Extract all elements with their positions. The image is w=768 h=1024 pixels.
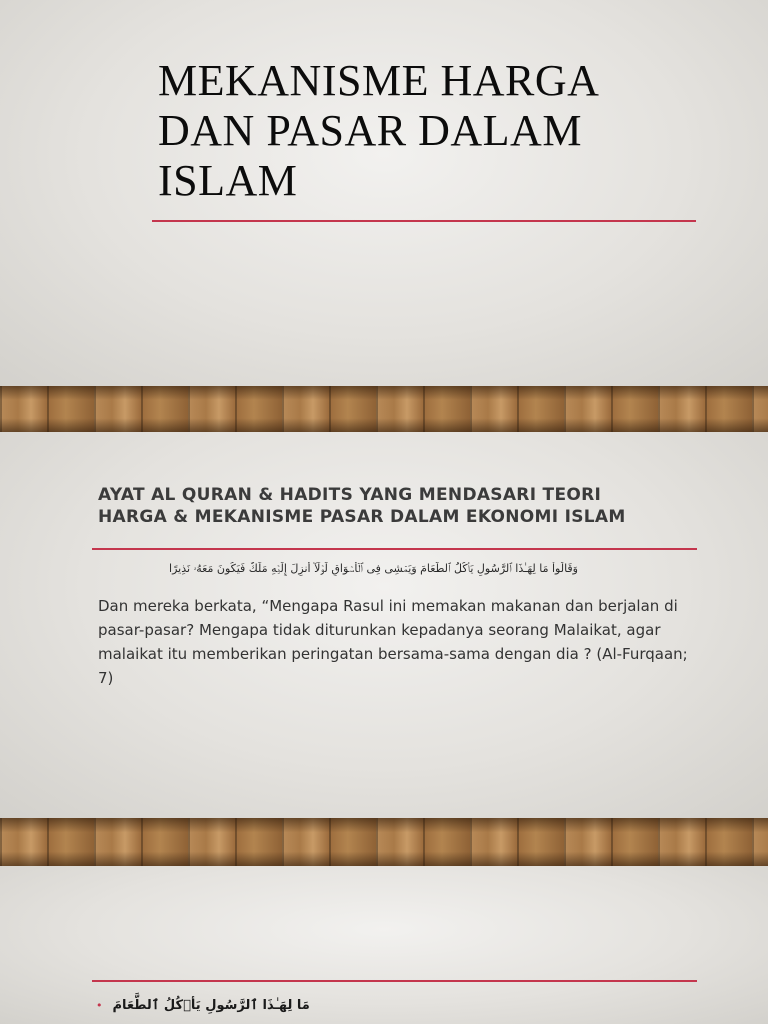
heading-line-2: HARGA & MEKANISME PASAR DALAM EKONOMI ISLAM (98, 507, 626, 527)
bullet-arabic-text: مَا لِهَـٰذَا ٱلرَّسُولِ يَأۡكُلُ ٱلطَّعَامَ (112, 998, 310, 1013)
bullet-item (96, 998, 696, 1013)
title-divider (152, 220, 696, 222)
title-line-1: MEKANISME HARGA (158, 56, 600, 105)
slide-3 (0, 866, 768, 1024)
section-heading (98, 484, 698, 528)
bullet-icon: • (96, 999, 103, 1012)
verse-translation: Dan mereka berkata, “Mengapa Rasul ini memakan makanan dan berjalan di pasar-pasar? Mengapa tidak diturunkan kepadanya seorang Malaikat, agar malaikat itu memberikan peringatan bersama-sama dengan dia ? (Al-Furqaan; 7) (98, 597, 688, 687)
heading-line-1: AYAT AL QURAN & HADITS YANG MENDASARI TEORI (98, 485, 602, 505)
arabic-verse: وَقَالُواْ مَا لِهَـٰذَا ٱلرَّسُولِ يَأۡكُلُ ٱلطَّعَامَ وَيَمۡشِى فِى ٱلۡأَسۡوَاقِ لَوۡلَآ أُنزِلَ إِلَيۡهِ مَلَكٌ فَيَكُونَ مَعَهُۥ نَذِيرًا (169, 562, 578, 575)
wood-floor-divider (0, 386, 768, 432)
title-line-3: ISLAM (158, 156, 298, 205)
wood-floor-divider (0, 818, 768, 866)
slide3-divider (92, 980, 697, 982)
slide-title (158, 56, 718, 206)
slide-1 (0, 0, 768, 386)
slide-2 (0, 432, 768, 818)
heading-divider (92, 548, 697, 550)
title-line-2: DAN PASAR DALAM (158, 106, 582, 155)
